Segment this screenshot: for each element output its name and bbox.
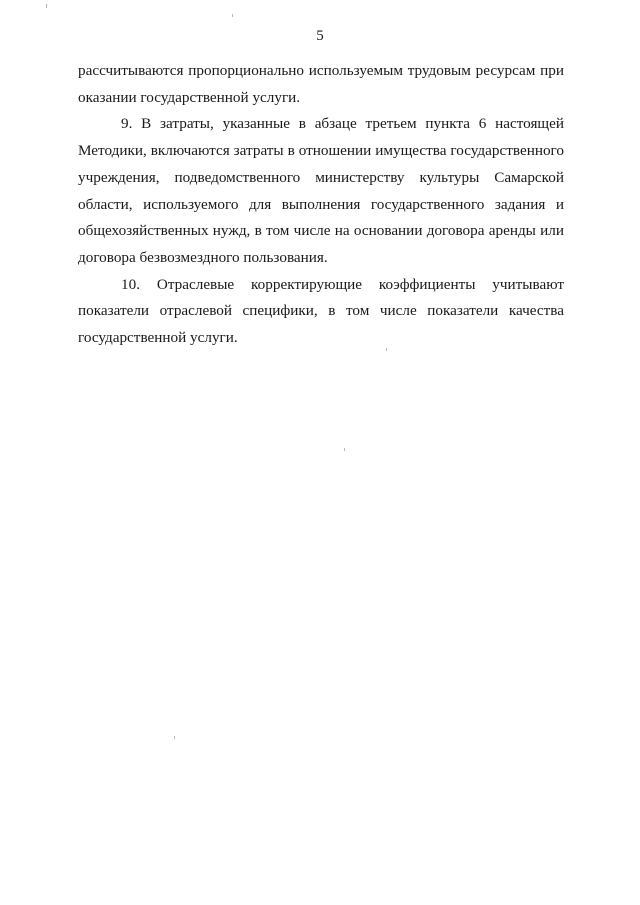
paragraph-continuation: рассчитываются пропорционально используемым трудовым ресурсам при оказании государственной услуги. <box>78 62 564 106</box>
paragraph-item-9: 9. В затраты, указанные в абзаце третьем пункта 6 настоящей Методики, включаются затраты в отношении имущества государственного учреждения, подведомственного министерству культуры Самарской области, используемого для выполнения государственного задания и общехозяйственных нужд, в том числе на основании договора аренды или договора безвозмездного пользования. <box>78 115 564 266</box>
scan-speck <box>386 348 387 351</box>
paragraph-item-10: 10. Отраслевые корректирующие коэффициенты учитывают показатели отраслевой специфики, в том числе показатели качества государственной услуги. <box>78 275 564 347</box>
document-body <box>78 58 564 352</box>
scan-speck <box>232 14 233 17</box>
scan-speck <box>46 4 47 8</box>
scan-speck <box>174 736 175 739</box>
scan-speck <box>344 448 345 451</box>
page-number: 5 <box>316 28 324 44</box>
